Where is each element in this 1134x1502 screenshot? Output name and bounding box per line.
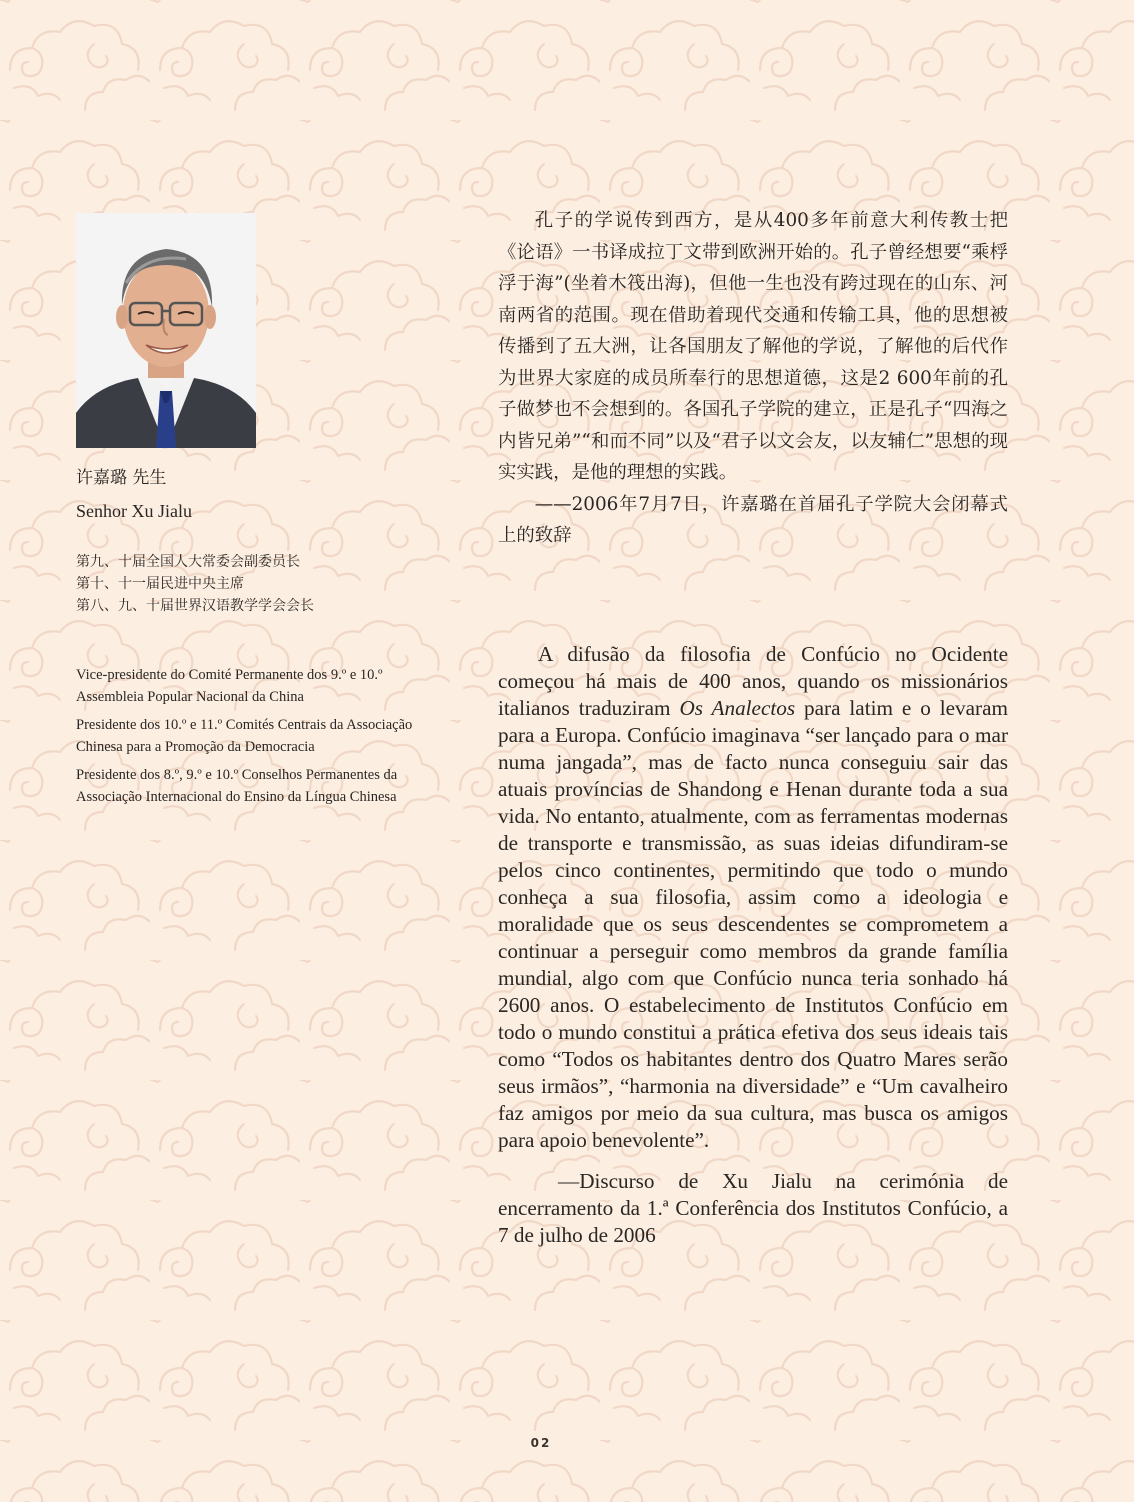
quote-pt-body xyxy=(498,641,1008,1154)
quote-pt-body-end: para latim e o levaram para a Europa. Confúcio imaginava “ser lançado para o mar numa jangada”, mas de facto nunca conseguiu sair das atuais províncias de Shandong e Henan durante toda a sua vida. No entanto, atualmente, com as ferramentas modernas de transporte e transmissão, as suas ideias difundiram-se pelos cinco continentes, permitindo que todo o mundo conheça a sua filosofia, assim como a ideologia e moralidade que os seus descendentes se comprometem a continuar a perseguir como membros da grande família mundial, algo com que Confúcio nunca teria sonhado há 2600 anos. O estabelecimento de Institutos Confúcio em todo o mundo constitui a prática efetiva dos seus ideais tais como “Todos os habitantes dentro dos Quatro Mares serão seus irmãos”, “harmonia na diversidade” e “Um cavalheiro faz amigos por meio da sua cultura, mas busca os amigos para apoio benevolente”. xyxy=(498,696,1008,1152)
portrait-photo xyxy=(76,213,256,448)
quote-zh-signature: ——2006年7月7日，许嘉璐在首届孔子学院大会闭幕式上的致辞 xyxy=(498,493,1008,546)
quote-portuguese xyxy=(498,641,1008,1249)
quote-chinese xyxy=(498,205,1008,552)
role-zh-item: 第十、十一届民进中央主席 xyxy=(76,576,244,592)
role-pt-item: Presidente dos 10.º e 11.º Comités Centrais da Associação Chinesa para a Promoção da Democracia xyxy=(76,717,413,755)
page-number: 02 xyxy=(530,1436,552,1450)
quote-pt-signature: —Discurso de Xu Jialu na cerimónia de encerramento da 1.ª Conferência dos Institutos Confúcio, a 7 de julho de 2006 xyxy=(498,1169,1008,1247)
book-title: Os Analectos xyxy=(679,696,796,720)
roles-portuguese-list xyxy=(76,664,416,814)
portrait-name-chinese: 许嘉璐 先生 xyxy=(76,468,167,488)
role-pt-item: Vice-presidente do Comité Permanente dos 9.º e 10.º Assembleia Popular Nacional da China xyxy=(76,667,383,705)
portrait-name-portuguese: Senhor Xu Jialu xyxy=(76,501,192,521)
roles-chinese-list xyxy=(76,551,416,617)
quote-pt-body-start: A difusão da filosofia de Confúcio no Ocidente começou há mais de 400 anos, quando os missionários italianos traduziram xyxy=(498,642,1008,720)
role-zh-item: 第八、九、十届世界汉语教学学会会长 xyxy=(76,598,314,614)
role-pt-item: Presidente dos 8.º, 9.º e 10.º Conselhos Permanentes da Associação Internacional do Ensino da Língua Chinesa xyxy=(76,767,398,805)
quote-zh-body: 孔子的学说传到西方，是从400多年前意大利传教士把《论语》一书译成拉丁文带到欧洲开始的。孔子曾经想要“乘桴浮于海”(坐着木筏出海)，但他一生也没有跨过现在的山东、河南两省的范围。现在借助着现代交通和传输工具，他的思想被传播到了五大洲，让各国朋友了解他的学说，了解他的后代作为世界大家庭的成员所奉行的思想道德，这是2 600年前的孔子做梦也不会想到的。各国孔子学院的建立，正是孔子“四海之内皆兄弟”“和而不同”以及“君子以文会友，以友辅仁”思想的现实实践，是他的理想的实践。 xyxy=(498,210,1008,483)
role-zh-item: 第九、十届全国人大常委会副委员长 xyxy=(76,554,300,570)
